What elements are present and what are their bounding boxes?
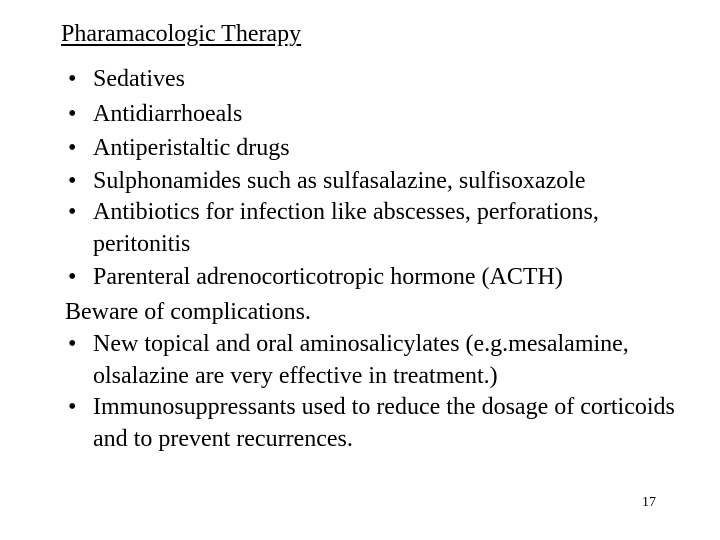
bullet-icon: • [68, 135, 77, 162]
bullet-icon: • [68, 331, 77, 358]
warning-text: Beware of complications. [65, 298, 311, 325]
bullet-icon: • [68, 100, 77, 127]
bullet-icon: • [68, 264, 77, 291]
list-item-text: Antiperistaltic drugs [93, 135, 290, 162]
list-item-text: Immunosuppressants used to reduce the dosage of corticoids and to prevent recurrences. [93, 394, 675, 452]
bullet-icon: • [68, 66, 77, 92]
list-item [58, 62, 698, 97]
list-item-text: Parenteral adrenocorticotropic hormone (ACTH) [93, 264, 563, 291]
list-item-text: Sedatives [93, 66, 185, 92]
page-number: 17 [642, 495, 656, 510]
list-item [58, 197, 698, 260]
bullet-list [58, 62, 698, 455]
slide-title: Pharamacologic Therapy [61, 21, 302, 47]
list-item-text: Antidiarrhoeals [93, 100, 243, 127]
list-item [58, 329, 698, 392]
list-item-text: Antibiotics for infection like abscesses, perforations, peritonitis [93, 199, 599, 257]
list-item [58, 260, 698, 295]
list-item [58, 166, 698, 198]
list-item [58, 97, 698, 132]
list-item [58, 392, 698, 455]
list-item-text: Sulphonamides such as sulfasalazine, sulfisoxazole [93, 167, 586, 194]
bullet-icon: • [68, 394, 77, 421]
bullet-icon: • [68, 199, 77, 226]
list-item-text: New topical and oral aminosalicylates (e.g.mesalamine, olsalazine are very effective in treatment.) [93, 331, 629, 389]
list-item [58, 131, 698, 166]
bullet-icon: • [68, 167, 77, 194]
